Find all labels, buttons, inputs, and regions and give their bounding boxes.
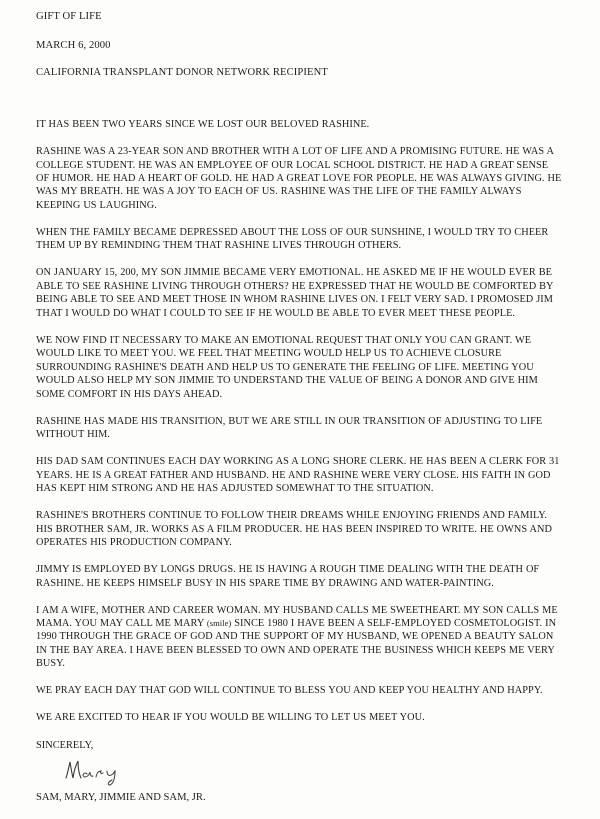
paragraph-transition: RASHINE HAS MADE HIS TRANSITION, BUT WE ARE STILL IN OUR TRANSITION OF ADJUSTING TO LIFE WITHOUT HIM. [36, 415, 543, 441]
letter-recipient: CALIFORNIA TRANSPLANT DONOR NETWORK RECIPIENT [36, 67, 328, 78]
paragraph-mary-part1: I AM A WIFE, MOTHER AND CAREER WOMAN. MY HUSBAND CALLS ME SWEETHEART. MY SON CALLS ME MAMA. YOU MAY CALL ME MARY [36, 604, 558, 630]
handwritten-signature [60, 756, 150, 786]
signers-names: SAM, MARY, JIMMIE AND SAM, JR. [36, 792, 206, 803]
letter-body [36, 118, 564, 752]
paragraph-dad-sam: HIS DAD SAM CONTINUES EACH DAY WORKING AS A LONG SHORE CLERK. HE HAS BEEN A CLERK FOR 31 YEARS. HE IS A GREAT FATHER AND HUSBAND. HE AND RASHINE WERE VERY CLOSE. HIS FAITH IN GOD HAS KEPT HIM STRONG AND HE HAS ADJUSTED SOMEWHAT TO THE SITUATION. [36, 456, 560, 495]
smile-aside: (smile) [206, 618, 232, 629]
closing-sincerely: SINCERELY, [36, 739, 94, 751]
paragraph-jimmie-emotional: ON JANUARY 15, 200, MY SON JIMMIE BECAME VERY EMOTIONAL. HE ASKED ME IF HE WOULD EVER BE ABLE TO SEE RASHINE LIVING THROUGH OTHERS? HE EXPRESSED THAT HE WOULD BE COMFORTED BY BEING ABLE TO SEE AND MEET THOSE IN WHOM RASHINE LIVES ON. I FELT VERY SAD. I PROMOSED JIM THAT I WOULD DO WHAT I COULD TO SEE IF HE WOULD BE ABLE TO EVER MEET THESE PEOPLE. [36, 267, 554, 319]
paragraph-brothers: RASHINE'S BROTHERS CONTINUE TO FOLLOW THEIR DREAMS WHILE ENJOYING FRIENDS AND FAMILY. HIS BROTHER SAM, JR. WORKS AS A FILM PRODUCER. HE HAS BEEN INSPIRED TO WRITE. HE OWNS AND OPERATES HIS PRODUCTION COMPANY. [36, 510, 552, 549]
paragraph-opening: IT HAS BEEN TWO YEARS SINCE WE LOST OUR BELOVED RASHINE. [36, 119, 370, 130]
letter-date: MARCH 6, 2000 [36, 40, 111, 51]
paragraph-excited: WE ARE EXCITED TO HEAR IF YOU WOULD BE WILLING TO LET US MEET YOU. [36, 712, 425, 724]
paragraph-mary-part2: SINCE 1980 I HAVE BEEN A SELF-EMPLOYED COSMETOLOGIST. IN 1990 THROUGH THE GRACE OF GOD AND THE SUPPORT OF MY HUSBAND, WE OPENED A BEAUTY SALON IN THE BAY AREA. I HAVE BEEN BLESSED TO OWN AND OPERATE THE BUSINESS WHICH KEEPS ME VERY BUSY. [36, 618, 557, 670]
letter-title: GIFT OF LIFE [36, 11, 102, 22]
paragraph-about-rashine: RASHINE WAS A 23-YEAR SON AND BROTHER WITH A LOT OF LIFE AND A PROMISING FUTURE. HE WAS A COLLEGE STUDENT. HE WAS AN EMPLOYEE OF OUR LOCAL SCHOOL DISTRICT. HE HAD A GREAT SENSE OF HUMOR. HE HAD A HEART OF GOLD. HE HAD A GREAT LOVE FOR PEOPLE. HE WAS ALWAYS GIVING. HE WAS MY BREATH. HE WAS A JOY TO EACH OF US. RASHINE WAS THE LIFE OF THE FAMILY ALWAYS KEEPING US LAUGHING. [36, 146, 562, 211]
paragraph-jimmy: JIMMY IS EMPLOYED BY LONGS DRUGS. HE IS HAVING A ROUGH TIME DEALING WITH THE DEATH OF RASHINE. HE KEEPS HIMSELF BUSY IN HIS SPARE TIME BY DRAWING AND WATER-PAINTING. [36, 564, 540, 589]
paragraph-mary [36, 604, 564, 671]
paragraph-family-sunshine: WHEN THE FAMILY BECAME DEPRESSED ABOUT THE LOSS OF OUR SUNSHINE, I WOULD TRY TO CHEER THEM UP BY REMINDING THEM THAT RASHINE LIVES THROUGH OTHERS. [36, 226, 549, 252]
paragraph-prayer: WE PRAY EACH DAY THAT GOD WILL CONTINUE TO BLESS YOU AND KEEP YOU HEALTHY AND HAPPY. [36, 685, 543, 697]
paragraph-request: WE NOW FIND IT NECESSARY TO MAKE AN EMOTIONAL REQUEST THAT ONLY YOU CAN GRANT. WE WOULD LIKE TO MEET YOU. WE FEEL THAT MEETING WOULD HELP US TO ACHIEVE CLOSURE SURROUNDING RASHINE'S DEATH AND HELP US TO GENERATE THE FEELING OF LIFE. MEETING YOU WOULD ALSO HELP MY SON JIMMIE TO UNDERSTAND THE VALUE OF BEING A DONOR AND GIVE HIM SOME COMFORT IN HIS DAYS AHEAD. [36, 334, 538, 400]
